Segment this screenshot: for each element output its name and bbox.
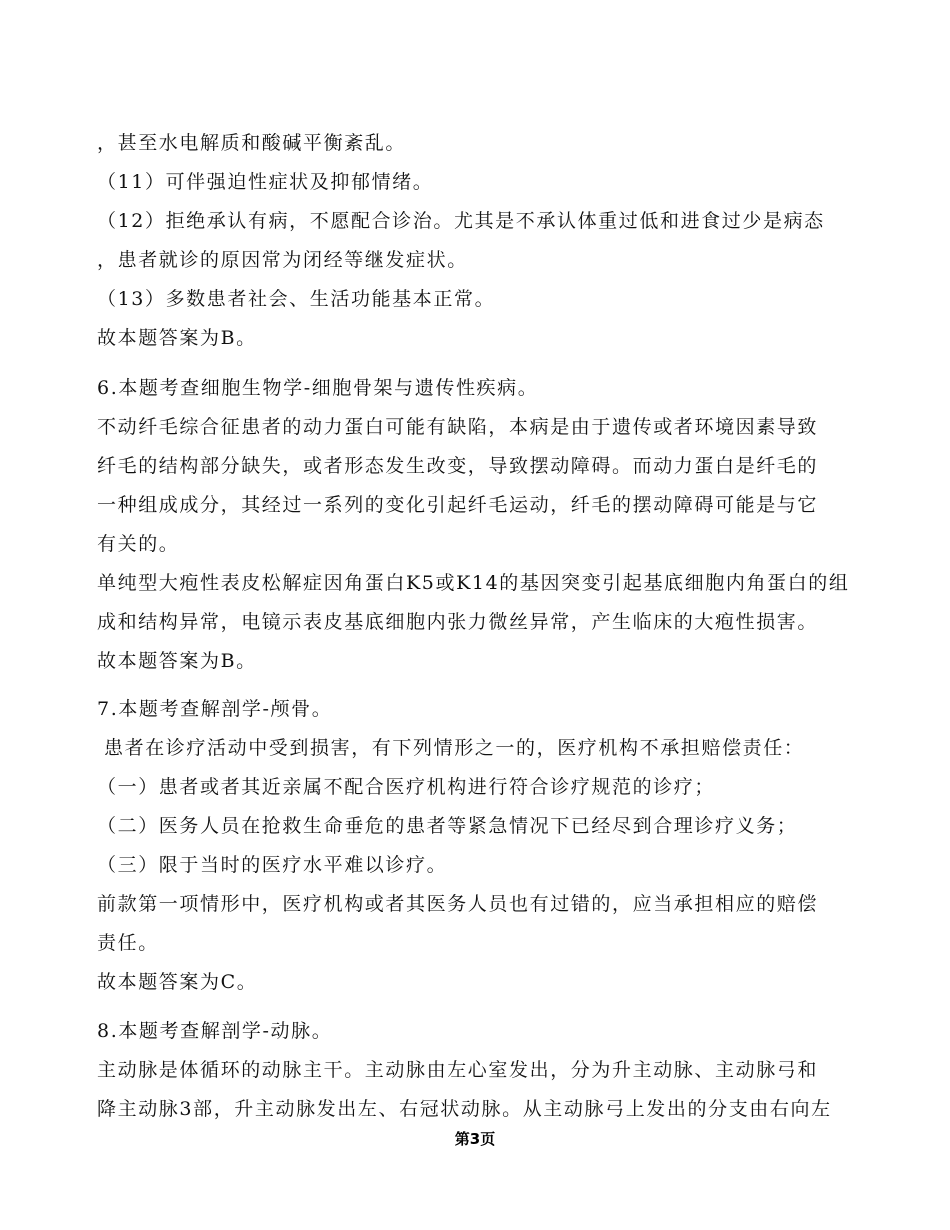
text-line: 不动纤毛综合征患者的动力蛋白可能有缺陷，本病是由于遗传或者环境因素导致 bbox=[97, 416, 819, 438]
text-line: （11）可伴强迫性症状及抑郁情绪。 bbox=[97, 171, 434, 193]
text-line: ，甚至水电解质和酸碱平衡紊乱。 bbox=[97, 132, 407, 154]
text-line: 纤毛的结构部分缺失，或者形态发生改变，导致摆动障碍。而动力蛋白是纤毛的 bbox=[97, 455, 819, 477]
section-heading: 8.本题考查解剖学-动脉。 bbox=[97, 1020, 333, 1042]
text-line: 单纯型大疱性表皮松解症因角蛋白K5或K14的基因突变引起基底细胞内角蛋白的组 bbox=[97, 572, 850, 594]
text-line: 主动脉是体循环的动脉主干。主动脉由左心室发出，分为升主动脉、主动脉弓和 bbox=[97, 1059, 819, 1081]
text-line: （三）限于当时的医疗水平难以诊疗。 bbox=[97, 854, 448, 876]
text-line: 有关的。 bbox=[97, 533, 180, 555]
text-line: ，患者就诊的原因常为闭经等继发症状。 bbox=[97, 249, 468, 271]
page-number: 第3页 bbox=[454, 1130, 496, 1148]
text-line: 成和结构异常，电镜示表皮基底细胞内张力微丝异常，产生临床的大疱性损害。 bbox=[97, 611, 819, 633]
text-line: 降主动脉3部，升主动脉发出左、右冠状动脉。从主动脉弓上发出的分支由右向左 bbox=[97, 1098, 832, 1120]
text-line: 前款第一项情形中，医疗机构或者其医务人员也有过错的，应当承担相应的赔偿 bbox=[97, 893, 819, 915]
text-line: （13）多数患者社会、生活功能基本正常。 bbox=[97, 288, 496, 310]
text-line: 一种组成成分，其经过一系列的变化引起纤毛运动，纤毛的摆动障碍可能是与它 bbox=[97, 494, 819, 516]
section-heading: 7.本题考查解剖学-颅骨。 bbox=[97, 698, 333, 720]
text-line: 故本题答案为C。 bbox=[97, 971, 258, 993]
text-line: （12）拒绝承认有病，不愿配合诊治。尤其是不承认体重过低和进食过少是病态 bbox=[97, 210, 825, 232]
text-line: 故本题答案为B。 bbox=[97, 327, 257, 349]
text-line: 故本题答案为B。 bbox=[97, 650, 257, 672]
text-line: 患者在诊疗活动中受到损害，有下列情形之一的，医疗机构不承担赔偿责任： bbox=[104, 737, 805, 759]
text-line: （二）医务人员在抢救生命垂危的患者等紧急情况下已经尽到合理诊疗义务； bbox=[97, 815, 798, 837]
text-line: 责任。 bbox=[97, 932, 159, 954]
section-heading: 6.本题考查细胞生物学-细胞骨架与遗传性疾病。 bbox=[97, 377, 539, 399]
text-line: （一）患者或者其近亲属不配合医疗机构进行符合诊疗规范的诊疗； bbox=[97, 776, 716, 798]
